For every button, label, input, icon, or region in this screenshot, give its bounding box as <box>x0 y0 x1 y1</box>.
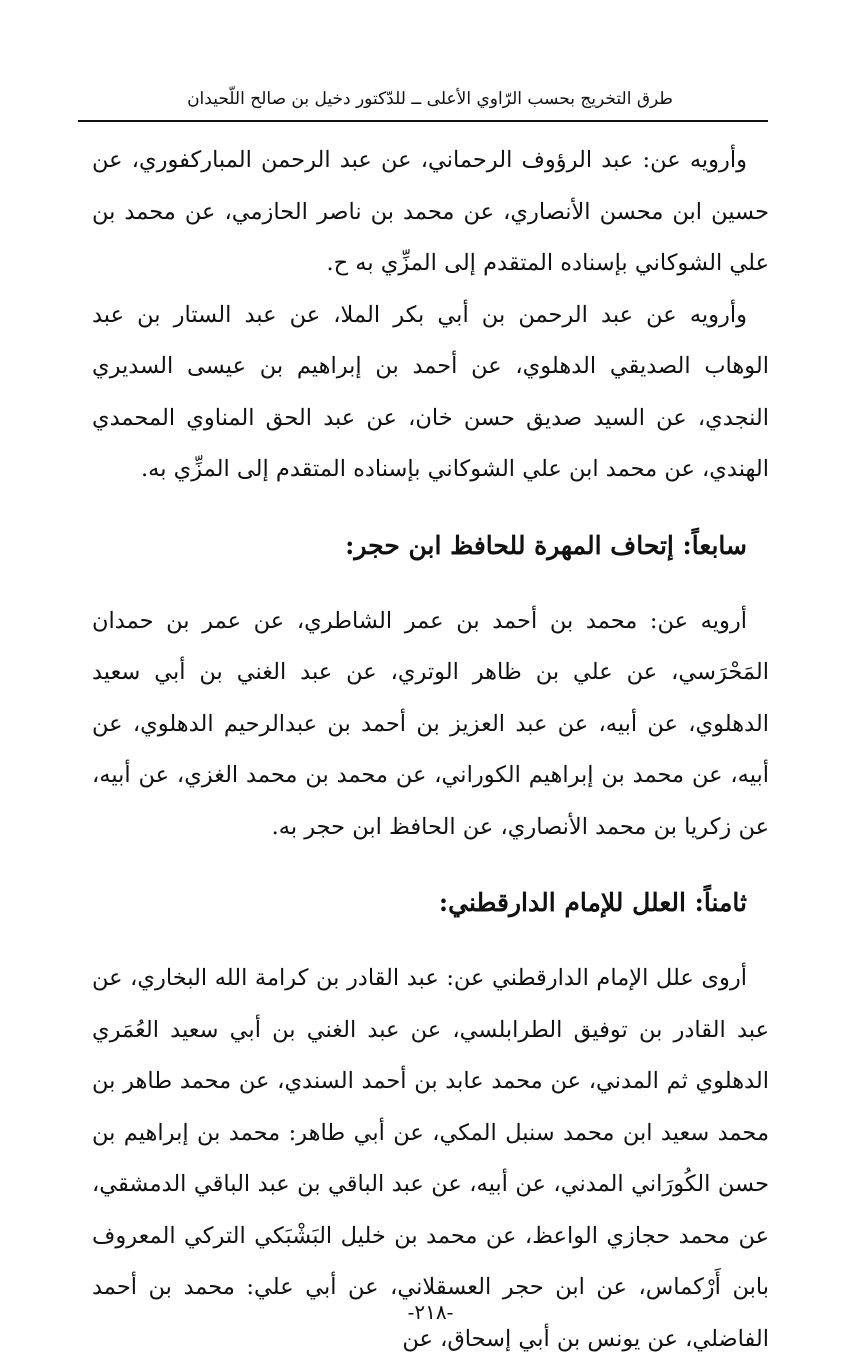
paragraph-chain-2: وأرويه عن عبد الرحمن بن أبي بكر الملا، عن عبد الستار بن عبد الوهاب الصديقي الدهلوي، عن أحمد بن إبراهيم بن عيسى السديري النجدي، عن السيد صديق حسن خان، عن عبد الحق المناوي المحمدي الهندي، عن محمد ابن علي الشوكاني بإسناده المتقدم إلى المزِّي به. <box>92 301 769 482</box>
section-heading-seventh: سابعاً: إتحاف المهرة للحافظ ابن حجر: <box>345 530 747 560</box>
page-body <box>92 135 769 1365</box>
section-heading-eighth: ثامناً: العلل للإمام الدارقطني: <box>438 888 747 917</box>
paragraph-chain-1: وأرويه عن: عبد الرؤوف الرحماني، عن عبد الرحمن المباركفوري، عن حسين ابن محسن الأنصاري، عن محمد بن ناصر الحازمي، عن محمد بن علي الشوكاني بإسناده المتقدم إلى المزِّي به ح. <box>92 147 769 276</box>
page-number: -٢١٨- <box>407 1300 454 1324</box>
header-divider <box>78 120 768 122</box>
paragraph-ithaf-chain: أرويه عن: محمد بن أحمد بن عمر الشاطري، عن عمر بن حمدان المَحْرَسي، عن علي بن ظاهر الوتري، عن عبد الغني بن أبي سعيد الدهلوي، عن أبيه، عن عبد العزيز بن أحمد بن عبدالرحيم الدهلوي، عن أبيه، عن محمد بن إبراهيم الكوراني، عن محمد بن محمد الغزي، عن أبيه، عن زكريا بن محمد الأنصاري، عن الحافظ ابن حجر به. <box>92 607 769 840</box>
running-header: طرق التخريج بحسب الرّاوي الأعلى ــ للدّكتور دخيل بن صالح اللّحيدان <box>187 89 673 109</box>
paragraph-ilal-chain: أروى علل الإمام الدارقطني عن: عبد القادر بن كرامة الله البخاري، عن عبد القادر بن توفيق الطرابلسي، عن عبد الغني بن أبي سعيد العُمَري الدهلوي ثم المدني، عن محمد عابد بن أحمد السندي، عن محمد طاهر بن محمد سعيد ابن محمد سنبل المكي، عن أبي طاهر: محمد بن إبراهيم بن حسن الكُورَاني المدني، عن أبيه، عن عبد الباقي بن عبد الباقي الدمشقي، عن محمد حجازي الواعظ، عن محمد بن خليل البَشْبَكي التركي المعروف بابن أَرْكماس، عن ابن حجر العسقلاني، عن أبي علي: محمد بن أحمد الفاضلي، عن يونس بن أبي إسحاق، عن <box>92 965 769 1352</box>
